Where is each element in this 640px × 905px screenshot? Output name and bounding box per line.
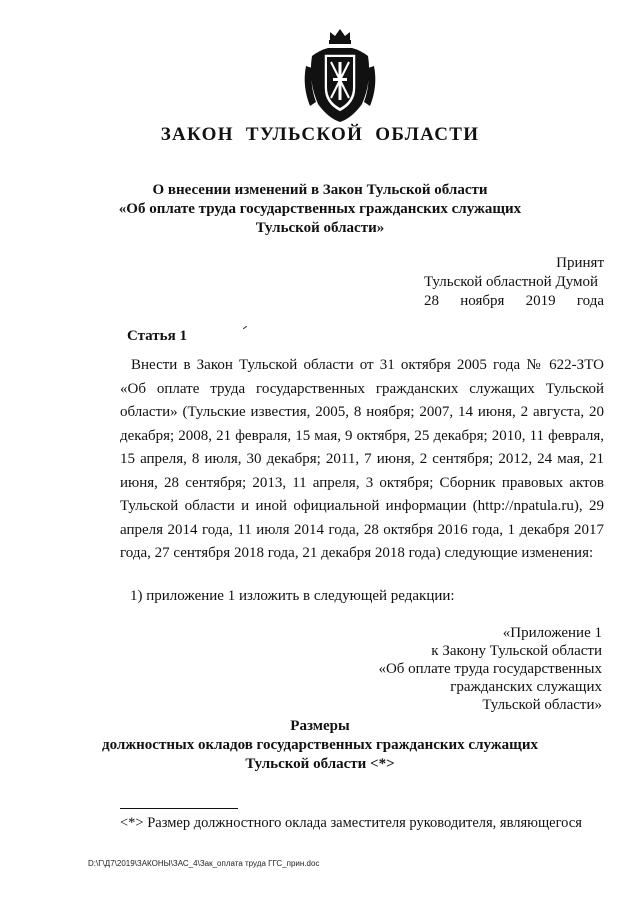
adoption-month: ноября — [460, 293, 505, 309]
law-subject — [0, 181, 640, 238]
sizes-heading-line: должностных окладов государственных гражданских служащих — [101, 737, 538, 753]
appendix-line: к Закону Тульской области — [431, 643, 602, 659]
appendix-line: Тульской области» — [482, 697, 602, 713]
adoption-date — [424, 292, 604, 311]
sizes-heading-line: Тульской области <*> — [245, 756, 395, 772]
article-paragraph — [120, 354, 604, 566]
list-item: 1) приложение 1 изложить в следующей редакции: — [130, 588, 455, 604]
adoption-block — [424, 254, 604, 311]
appendix-heading — [360, 624, 602, 714]
adoption-day: 28 — [424, 293, 439, 309]
sizes-heading — [0, 717, 640, 774]
footnote: <*> Размер должностного оклада заместителя руководителя, являющегося — [120, 815, 582, 831]
law-subject-line: Тульской области» — [255, 220, 385, 236]
footnote-separator — [120, 808, 238, 809]
adopted-by: Тульской областной Думой — [424, 274, 599, 290]
article-text: Внести в Закон Тульской области от 31 октября 2005 года № 622-ЗТО «Об оплате труда государственных гражданских служащих Тульской области» (Тульские известия, 2005, 8 ноября; 2007, 14 июня, 2 августа, 20 декабря; 2008, 21 февраля, 15 мая, 9 октября, 25 декабря; 2010, 11 февраля, 15 апреля, 8 июля, 30 декабря; 2011, 7 июня, 2 сентября; 2012, 24 мая, 21 июня, 28 сентября; 2013, 11 апреля, 3 октября; Сборник правовых актов Тульской области и иной официальной информации (http://npatula.ru), 29 апреля 2014 года, 11 июля 2014 года, 28 октября 2016 года, 1 декабря 2017 года, 27 сентября 2018 года, 21 декабря 2018 года) следующие изменения: — [120, 357, 604, 561]
adoption-year: 2019 — [525, 293, 556, 309]
adoption-year-word: года — [576, 293, 604, 309]
sizes-heading-line: Размеры — [290, 718, 350, 734]
appendix-line: «Об оплате труда государственных — [378, 661, 602, 677]
appendix-line: гражданских служащих — [450, 679, 602, 695]
tula-coat-of-arms-icon — [300, 26, 380, 126]
law-subject-line: О внесении изменений в Закон Тульской области — [152, 182, 488, 198]
law-subject-line: «Об оплате труда государственных гражданских служащих — [118, 201, 522, 217]
appendix-line: «Приложение 1 — [502, 625, 602, 641]
ink-speck — [243, 326, 247, 329]
file-path: D:\Г\Д7\2019\ЗАКОНЫ\ЗАС_4\Зак_оплата труда ГГС_прин.doc — [88, 859, 320, 868]
law-title: ЗАКОН ТУЛЬСКОЙ ОБЛАСТИ — [160, 124, 480, 145]
adopted-label: Принят — [556, 255, 604, 271]
article-heading: Статья 1 — [127, 328, 187, 344]
